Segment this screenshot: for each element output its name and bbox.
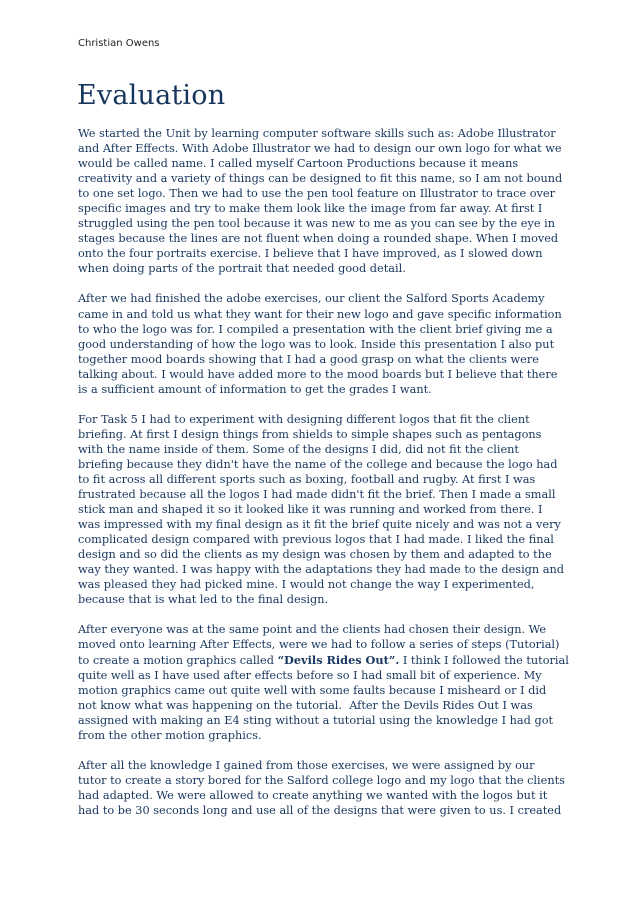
- paragraph-line: with the name inside of them. Some of the designs I did, did not fit the client: [78, 442, 519, 456]
- paragraph-line: because that is what led to the final design.: [78, 593, 329, 607]
- paragraph-4-line: not know what was happening on the tutorial. After the Devils Rides Out I was: [78, 698, 533, 712]
- paragraph-line: stages because the lines are not fluent when doing a rounded shape. When I moved: [78, 232, 559, 246]
- paragraph-4: [78, 622, 569, 742]
- paragraph-line: came in and told us what they want for their new logo and gave specific information: [78, 307, 562, 321]
- paragraph-line: to one set logo. Then we had to use the pen tool feature on Illustrator to trace over: [78, 187, 555, 201]
- paragraph-line: creativity and a variety of things can be designed to fit this name, so I am not bound: [78, 172, 563, 186]
- paragraph-4-line: from the other motion graphics.: [78, 728, 262, 742]
- paragraph-line: After all the knowledge I gained from those exercises, we were assigned by our: [78, 758, 535, 772]
- paragraph-3: [78, 412, 565, 608]
- paragraph-line: together mood boards showing that I had a good grasp on what the clients were: [78, 352, 539, 366]
- paragraph-5: [78, 758, 565, 818]
- paragraph-line: design and so did the clients as my design was chosen by them and adapted to the: [78, 548, 552, 562]
- paragraph-line: frustrated because all the logos I had made didn't fit the brief. Then I made a small: [78, 488, 556, 502]
- paragraph-line: talking about. I would have added more to the mood boards but I believe that there: [78, 367, 558, 381]
- paragraph-line: struggled using the pen tool because it was new to me as you can see by the eye in: [78, 217, 556, 231]
- paragraph-line: would be called name. I called myself Cartoon Productions because it means: [78, 157, 519, 171]
- page-title: Evaluation: [77, 80, 226, 111]
- document-body: [78, 126, 569, 833]
- paragraph-2: [78, 291, 565, 396]
- paragraph-line: tutor to create a story bored for the Salford college logo and my logo that the clients: [78, 773, 565, 787]
- paragraph-4-line: quite well as I have used after effects before so I had small bit of experience. My: [78, 668, 542, 682]
- paragraph-line: is a sufficient amount of information to get the grades I want.: [78, 382, 432, 396]
- header-author: Christian Owens: [78, 38, 160, 49]
- bold-title-text: “Devils Rides Out”.: [277, 652, 400, 667]
- paragraph-line: briefing. At first I design things from shields to simple shapes such as pentagons: [78, 427, 542, 441]
- paragraph-4-line: [78, 652, 569, 668]
- paragraph-4-line: After everyone was at the same point and the clients had chosen their design. We: [78, 623, 547, 637]
- paragraph-line: had to be 30 seconds long and use all of the designs that were given to us. I created: [78, 803, 562, 817]
- paragraph-line: when doing parts of the portrait that needed good detail.: [78, 262, 406, 276]
- line-text-suffix: I think I followed the tutorial: [399, 653, 569, 667]
- line-text-prefix: to create a motion graphics called: [78, 653, 278, 667]
- paragraph-line: stick man and shaped it so it looked like it was running and worked from there. I: [78, 503, 543, 517]
- paragraph-line: to fit across all different sports such as boxing, football and rugby. At first I was: [78, 472, 536, 486]
- paragraph-4-line: motion graphics came out quite well with some faults because I misheard or I did: [78, 683, 547, 697]
- paragraph-4-line: moved onto learning After Effects, were we had to follow a series of steps (Tutorial): [78, 638, 560, 652]
- paragraph-line: to who the logo was for. I compiled a presentation with the client brief giving me a: [78, 322, 553, 336]
- paragraph-line: way they wanted. I was happy with the adaptations they had made to the design and: [78, 563, 565, 577]
- paragraph-line: good understanding of how the logo was to look. Inside this presentation I also put: [78, 337, 555, 351]
- paragraph-line: onto the four portraits exercise. I believe that I have improved, as I slowed down: [78, 247, 543, 261]
- paragraph-line: had adapted. We were allowed to create anything we wanted with the logos but it: [78, 788, 548, 802]
- paragraph-line: After we had finished the adobe exercises, our client the Salford Sports Academy: [78, 292, 545, 306]
- paragraph-line: briefing because they didn't have the name of the college and because the logo had: [78, 457, 558, 471]
- paragraph-line: specific images and try to make them look like the image from far away. At first I: [78, 202, 543, 216]
- paragraph-4-line: assigned with making an E4 sting without a tutorial using the knowledge I had got: [78, 713, 554, 727]
- paragraph-line: complicated design compared with previous logos that I had made. I liked the final: [78, 533, 554, 547]
- paragraph-line: was pleased they had picked mine. I would not change the way I experimented,: [78, 578, 535, 592]
- paragraph-line: was impressed with my final design as it fit the brief quite nicely and was not a very: [78, 518, 561, 532]
- paragraph-line: and After Effects. With Adobe Illustrator we had to design our own logo for what we: [78, 142, 562, 156]
- paragraph-line: We started the Unit by learning computer software skills such as: Adobe Illustrator: [78, 127, 556, 140]
- paragraph-line: For Task 5 I had to experiment with designing different logos that fit the client: [78, 412, 530, 426]
- paragraph-1: [78, 126, 565, 276]
